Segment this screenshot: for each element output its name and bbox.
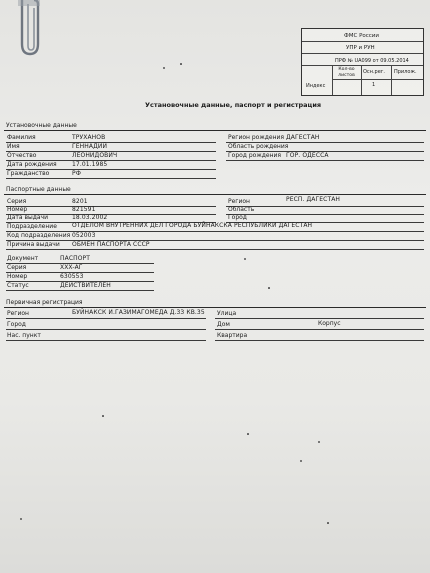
paper-clip-icon [12, 0, 42, 60]
section-registration: Первичная регистрация [6, 299, 83, 306]
birth-oblast-label: Область рождения [228, 143, 289, 150]
header-request-line: ПРФ № UA099 от 09.05.2014 [335, 58, 409, 64]
passport-region-label: Регион [228, 198, 250, 205]
surname-label: Фамилия [7, 134, 36, 141]
section-passport: Паспортные данные [6, 186, 71, 193]
passport-series-value: 8201 [72, 198, 88, 205]
header-index-label: Индекс [306, 83, 326, 89]
citizenship-label: Гражданство [7, 170, 50, 177]
header-count-label: Кол-во листов [338, 67, 355, 78]
surname-value: ТРУХАНОВ [72, 134, 106, 141]
scan-speck [244, 258, 246, 260]
division-value: ОТДЕЛОМ ВНУТРЕННИХ ДЕЛ ГОРОДА БУЙНАКСКА РЕСПУБЛИКИ ДАГЕСТАН [72, 222, 313, 229]
scan-speck [163, 67, 165, 69]
document-number-value: 630553 [60, 273, 84, 280]
document-status-label: Статус [7, 282, 29, 289]
reg-region-label: Регион [7, 310, 29, 317]
issue-date-value: 18.03.2002 [72, 214, 108, 221]
header-count-value: 1 [372, 82, 376, 88]
division-code-value: 052003 [72, 232, 96, 239]
header-dept: УПР и РУН [346, 45, 375, 51]
passport-oblast-label: Область [228, 206, 255, 213]
reg-building-label: Корпус [318, 320, 341, 327]
birth-region-label: Регион рождения [228, 134, 285, 141]
header-main-label: Осн.рег. [363, 69, 386, 75]
patronymic-label: Отчество [7, 152, 37, 159]
document-number-label: Номер [7, 273, 28, 280]
scan-speck [300, 460, 302, 462]
document-type-label: Документ [7, 255, 39, 262]
passport-number-value: 821591 [72, 206, 96, 213]
name-value: ГЕННАДИЙ [72, 143, 108, 150]
reason-value: ОБМЕН ПАСПОРТА СССР [72, 241, 150, 248]
passport-number-label: Номер [7, 206, 28, 213]
document-series-label: Серия [7, 264, 27, 271]
patronymic-value: ЛЕОНИДОВИЧ [72, 152, 118, 159]
division-label: Подразделение [7, 223, 57, 230]
birth-city-value: ГОР. ОДЕССА [286, 152, 329, 159]
scan-speck [318, 441, 320, 443]
reg-region-value: БУЙНАКСК И.ГАЗИМАГОМЕДА Д.33 КВ.35 [72, 309, 205, 316]
reg-settlement-label: Нас. пункт [7, 332, 41, 339]
scan-speck [20, 518, 22, 520]
passport-city-label: Город [228, 214, 247, 221]
birth-city-label: Город рождения [228, 152, 282, 159]
page-title: Установочные данные, паспорт и регистрация [145, 101, 322, 109]
reg-city-label: Город [7, 321, 26, 328]
section-personal: Установочные данные [6, 122, 77, 129]
scan-speck [180, 63, 182, 65]
citizenship-value: РФ [72, 170, 81, 177]
birth-region-value: ДАГЕСТАН [286, 134, 320, 141]
reg-house-label: Дом [217, 321, 230, 328]
document-type-value: ПАСПОРТ [60, 255, 91, 262]
scan-speck [327, 522, 329, 524]
reason-label: Причина выдачи [7, 241, 60, 248]
issue-date-label: Дата выдачи [7, 214, 48, 221]
header-attach-label: Прилож. [394, 69, 417, 75]
header-org: ФМС России [344, 33, 379, 39]
division-code-label: Код подразделения [7, 232, 71, 239]
document-status-value: ДЕЙСТВИТЕЛЕН [60, 282, 111, 289]
scan-speck [247, 433, 249, 435]
name-label: Имя [7, 143, 20, 150]
reg-street-label: Улица [217, 310, 237, 317]
passport-series-label: Серия [7, 198, 27, 205]
scan-speck [102, 415, 104, 417]
scan-speck [268, 287, 270, 289]
document-series-value: XXX-АГ [60, 264, 83, 271]
dob-label: Дата рождения [7, 161, 57, 168]
reg-flat-label: Квартира [217, 332, 248, 339]
passport-region-value: РЕСП. ДАГЕСТАН [286, 196, 341, 203]
dob-value: 17.01.1985 [72, 161, 108, 168]
